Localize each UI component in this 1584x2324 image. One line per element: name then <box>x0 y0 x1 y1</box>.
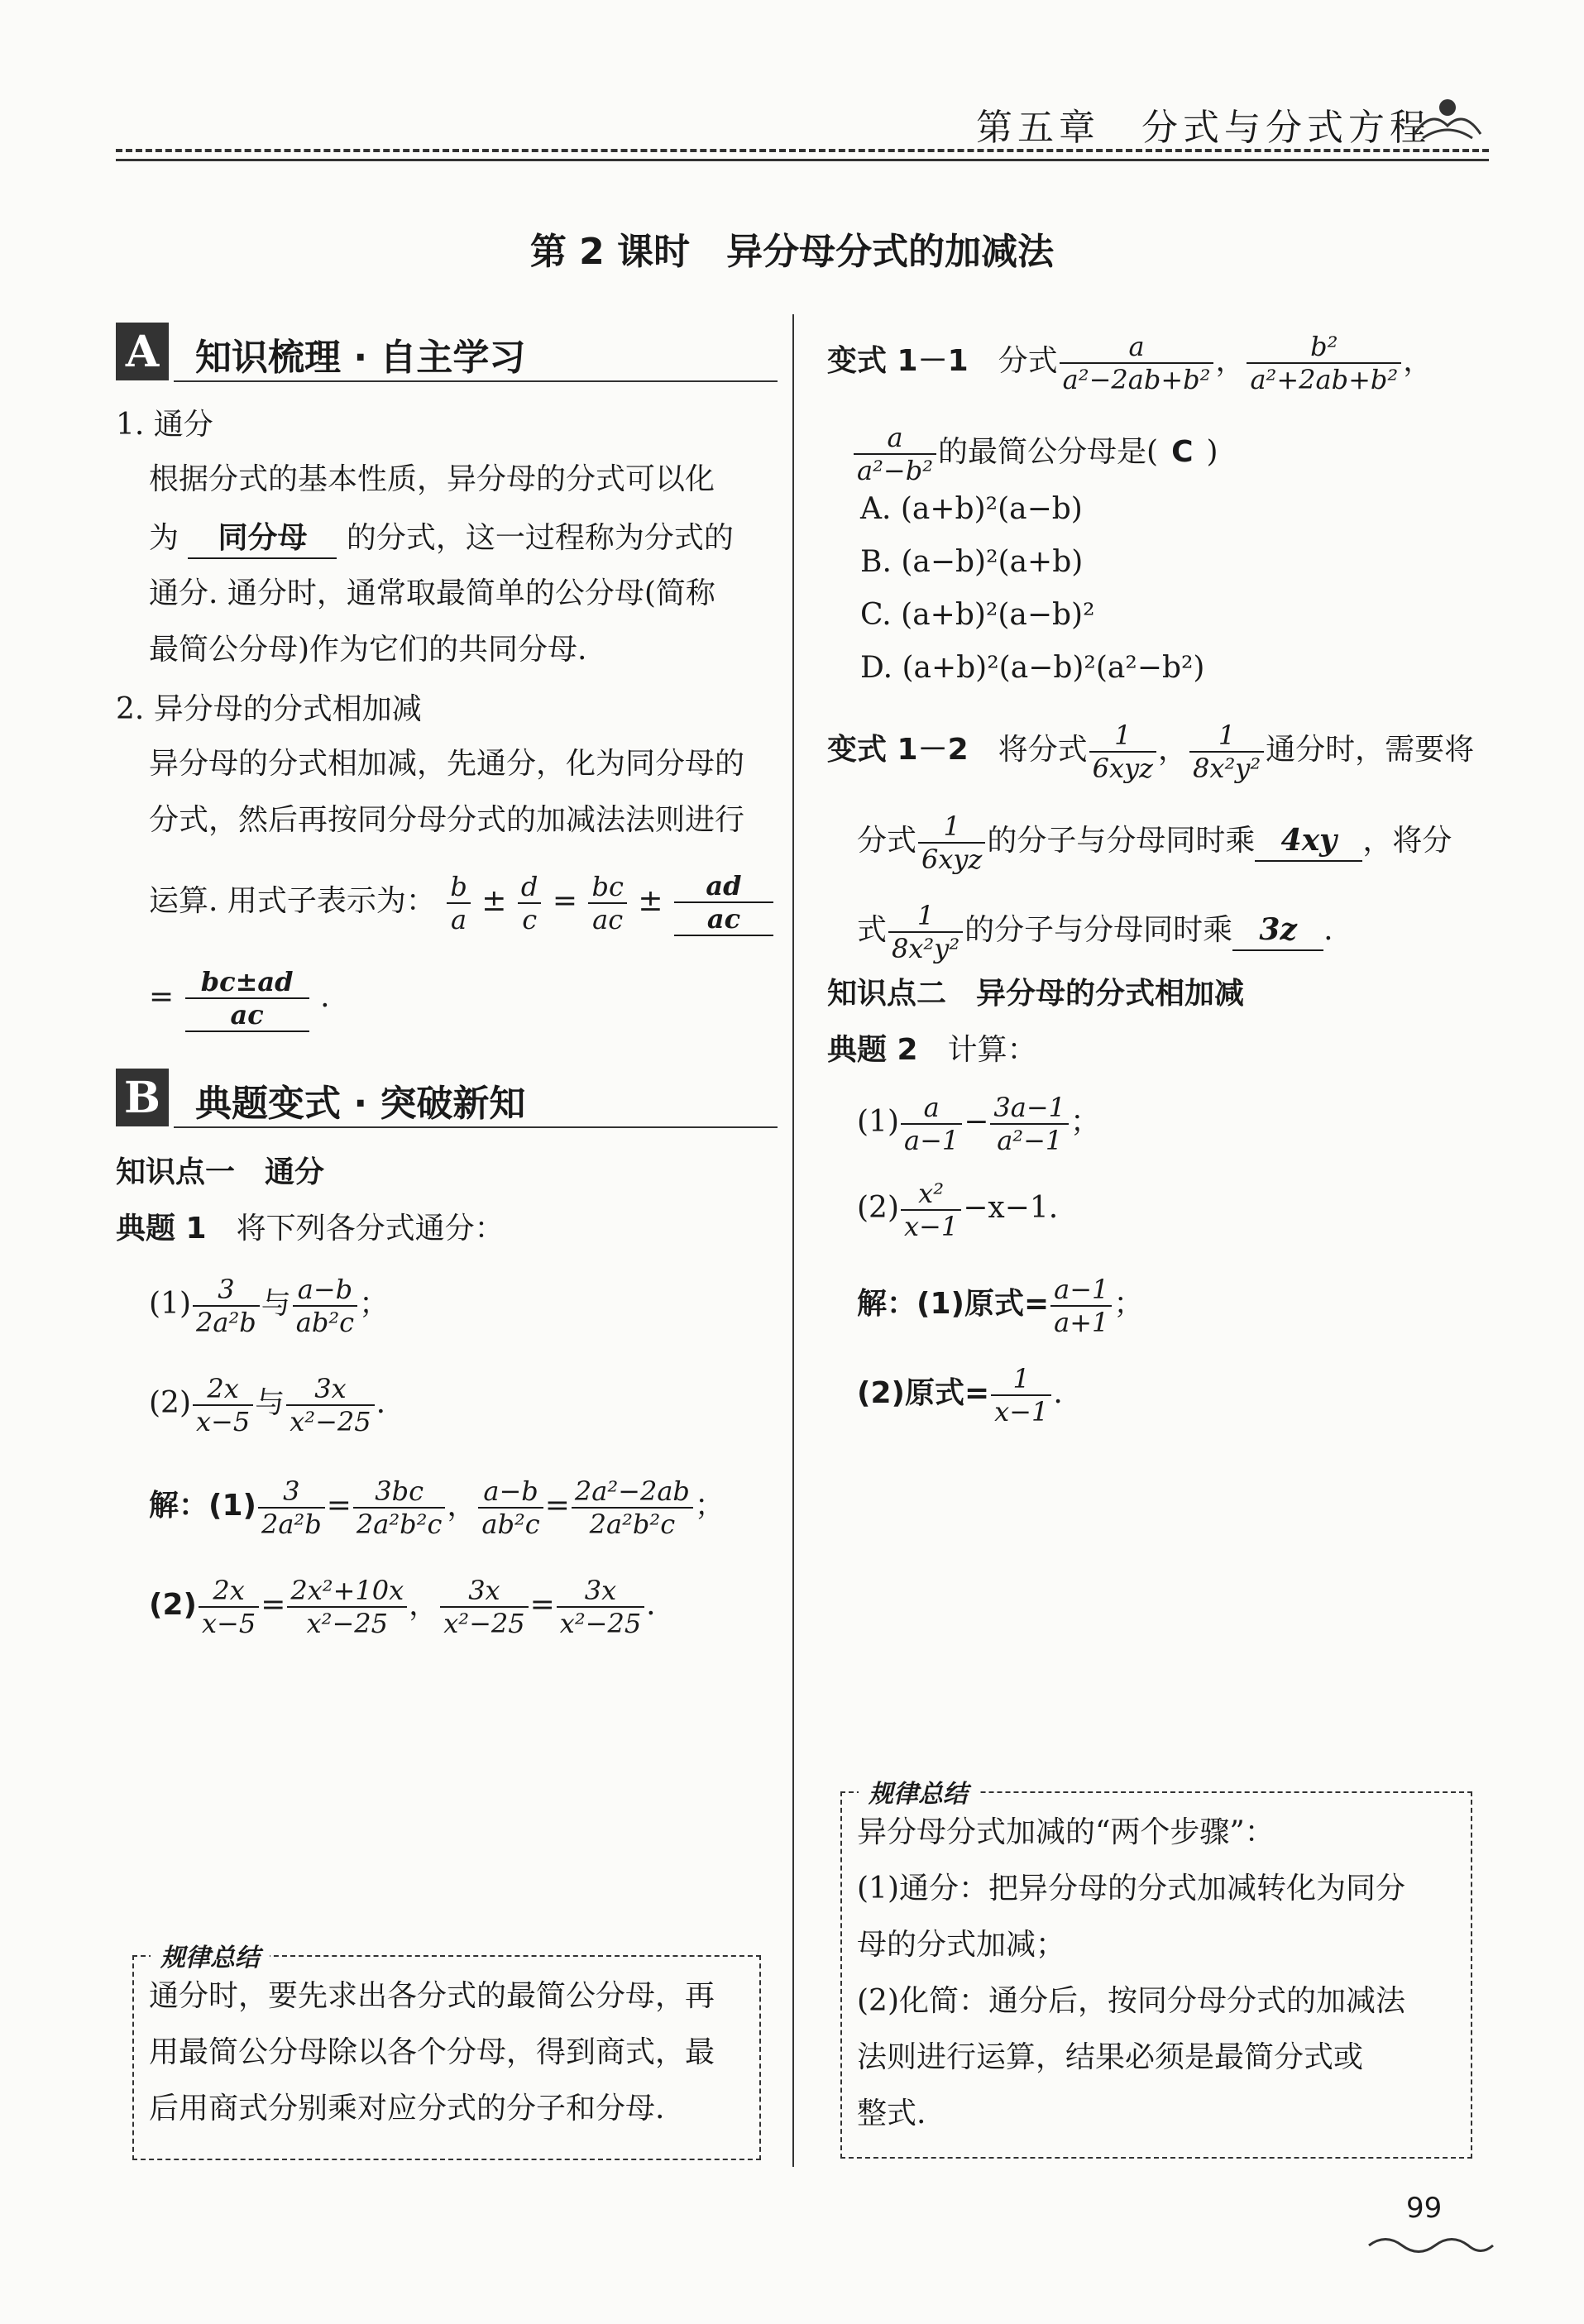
variant-1-2-line2: 分式 $\frac{1}{\text{6xyz}}$ 的分子与分母同时乘 4xy ，将分 <box>857 811 1452 875</box>
item1-text: 根据分式的基本性质，异分母的分式可以化 <box>149 462 715 496</box>
summary-line: (2)化简：通分后，按同分母分式的加减法 <box>857 1984 1405 2018</box>
answer-blank: 4xy <box>1255 820 1362 862</box>
summary-line: 通分时，要先求出各分式的最简公分母，再 <box>149 1979 715 2013</box>
section-b-letter: B <box>116 1069 169 1126</box>
summary-box-heading: 规律总结 <box>151 1937 270 1973</box>
section-a-header <box>116 323 778 384</box>
example-2: 典题 2 计算： <box>827 1033 1037 1067</box>
knowledge-point-1: 知识点一 通分 <box>116 1155 325 1189</box>
variant-1-2-line3: 式 $\frac{1}{\text{8x²y²}}$ 的分子与分母同时乘 3z . <box>857 900 1333 964</box>
header-rule-dashed <box>116 149 1489 152</box>
summary-box-heading: 规律总结 <box>859 1773 978 1810</box>
answer-blank: 同分母 <box>188 518 337 559</box>
variant-1-1-line2: $\frac{a}{\text{a²−b²}}$ 的最简公分母是( C ) <box>852 422 1218 486</box>
summary-line: 异分母分式加减的“两个步骤”： <box>857 1815 1275 1849</box>
answer-blank: $\frac{bc\pm ad}{ac}$ <box>185 966 309 1032</box>
variant-1-1: 变式 1－1 分式 $\frac{a}{\text{a²−2ab+b²}}$ ， $\frac{\text{b²}}{\text{a²+2ab+b²}}$ ， <box>827 331 1433 395</box>
section-a-title: 知识梳理 · 自主学习 <box>195 337 526 379</box>
fraction: $\frac{b}{a}$ <box>447 871 470 935</box>
solution-1-part2: (2) $\frac{2x}{x-5}$ = $\frac{\text{2x²+10x}}{\text{x²−25}}$ ， $\frac{3x}{\text{x²−25}}$ = $\frac{3x}{\text{x²−25}}$ . <box>149 1575 656 1639</box>
column-divider <box>792 314 794 2167</box>
option-d: D. (a+b)²(a−b)²(a²−b²) <box>860 651 1205 685</box>
section-b-title: 典题变式 · 突破新知 <box>195 1083 526 1125</box>
section-b-header <box>116 1069 778 1130</box>
solution-2-part2: (2)原式= $\frac{1}{x-1}$ . <box>857 1363 1063 1427</box>
solution-2-part1: 解：(1)原式= $\frac{a-1}{a+1}$ ； <box>857 1274 1144 1338</box>
formula-line: 运算. 用式子表示为： $\frac{b}{a}$ ± $\frac{d}{c}$ = $\frac{bc}{ac}$ ± $\frac{ad}{ac}$ <box>149 870 775 936</box>
fraction: $\frac{bc}{ac}$ <box>588 871 626 935</box>
chapter-header: 第五章 分式与分式方程 <box>976 107 1431 149</box>
example-2-part2: (2) $\frac{\text{x²}}{x-1}$ −x−1. <box>857 1178 1059 1242</box>
lesson-title: 第 2 课时 异分母分式的加减法 <box>529 231 1055 273</box>
summary-line: 用最简公分母除以各个分母，得到商式，最 <box>149 2035 715 2069</box>
page-number: 99 <box>1406 2192 1443 2225</box>
chapter-ornament-icon <box>1406 93 1489 142</box>
summary-line: 整式. <box>857 2097 926 2130</box>
formula-answer-line: = $\frac{bc\pm ad}{ac}$ . <box>149 966 330 1030</box>
footer-ornament-icon <box>1365 2233 1497 2258</box>
item2-title: 2. 异分母的分式相加减 <box>116 692 422 726</box>
summary-line: 后用商式分别乘对应分式的分子和分母. <box>149 2092 665 2126</box>
summary-line: 法则进行运算，结果必须是最简分式或 <box>857 2040 1364 2074</box>
option-c: C. (a+b)²(a−b)² <box>860 598 1095 632</box>
answer-blank: 3z <box>1232 910 1323 951</box>
item2-text: 异分母的分式相加减，先通分，化为同分母的 <box>149 747 745 781</box>
option-a: A. (a+b)²(a−b) <box>860 492 1083 526</box>
variant-1-2: 变式 1－2 将分式 $\frac{1}{\text{6xyz}}$ ， $\frac{1}{\text{8x²y²}}$ 通分时，需要将 <box>827 720 1475 784</box>
example-1: 典题 1 将下列各分式通分： <box>116 1212 505 1246</box>
item1-title: 1. 通分 <box>116 408 213 442</box>
option-b: B. (a−b)²(a+b) <box>860 545 1084 579</box>
answer-blank: $\frac{ad}{ac}$ <box>674 870 773 936</box>
example-1-part1: (1) $\frac{3}{\text{2a²b}}$ 与 $\frac{a-b}{\text{ab²c}}$ ； <box>149 1274 390 1338</box>
item1-text-line3: 通分. 通分时，通常取最简单的公分母(简称 <box>149 576 715 610</box>
answer-choice: C <box>1171 435 1194 469</box>
fraction: $\frac{d}{c}$ <box>518 871 541 935</box>
knowledge-point-2: 知识点二 异分母的分式相加减 <box>827 977 1245 1011</box>
example-2-part1: (1) $\frac{a}{a-1}$ − $\frac{3a-1}{\text{a²−1}}$ ； <box>857 1092 1101 1156</box>
example-1-part2: (2) $\frac{2x}{x-5}$ 与 $\frac{3x}{\text{x²−25}}$ . <box>149 1373 386 1437</box>
summary-line: (1)通分：把异分母的分式加减转化为同分 <box>857 1872 1405 1906</box>
item2-text-line2: 分式，然后再按同分母分式的加减法法则进行 <box>149 803 745 837</box>
summary-box-left <box>132 1944 761 2160</box>
item1-text-line4: 最简公分母)作为它们的共同分母. <box>149 633 587 667</box>
solution-1-part1: 解：(1) $\frac{3}{\text{2a²b}}$ = $\frac{3bc}{\text{2a²b²c}}$ ， $\frac{a-b}{\text{ab²c}}$ = $\frac{\text{2a²−2ab}}{\text{2a²b²c}}$ ； <box>149 1475 725 1540</box>
item1-text-line2: 为 同分母 的分式，这一过程称为分式的 <box>149 518 734 559</box>
summary-line: 母的分式加减； <box>857 1928 1066 1962</box>
header-rule <box>116 159 1489 161</box>
summary-box-right <box>840 1780 1472 2159</box>
section-a-letter: A <box>116 323 169 380</box>
